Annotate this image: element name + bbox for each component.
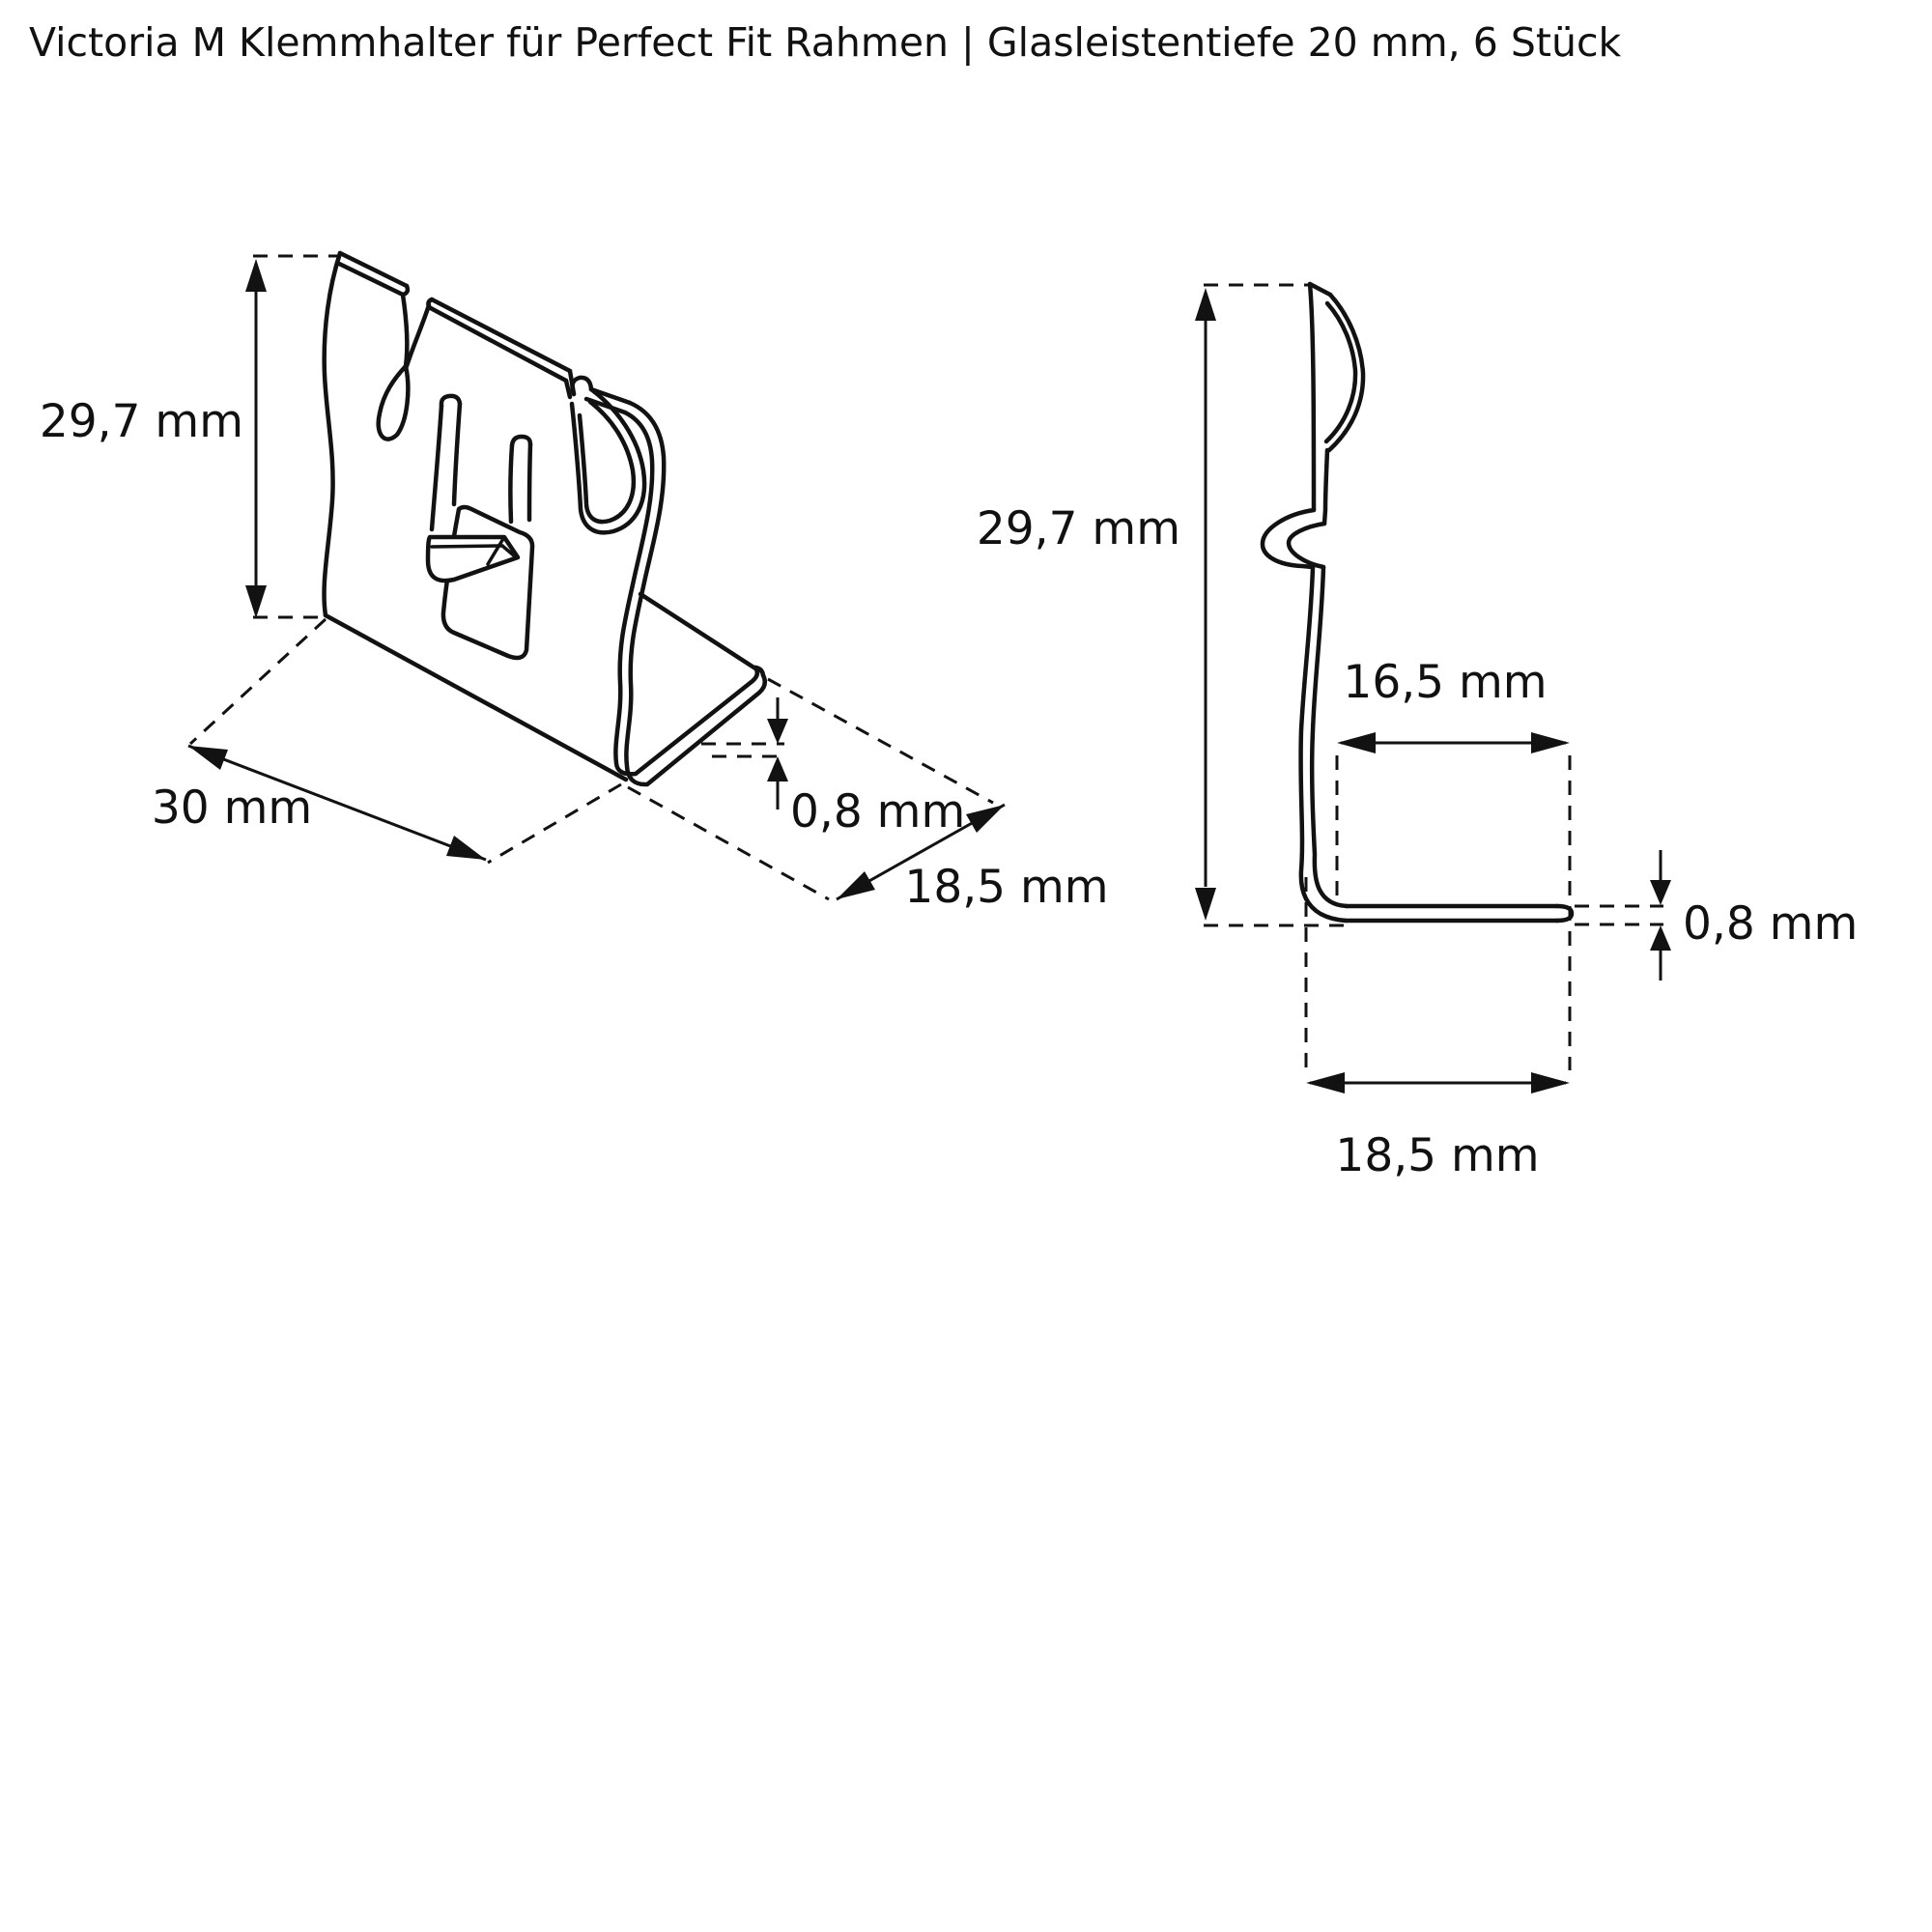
right-lobe: [572, 389, 644, 532]
teardrop-cutout: [379, 366, 409, 440]
isometric-view: [40, 253, 1109, 914]
base-back-edge: [640, 594, 755, 668]
right-slot-cutout: [510, 437, 530, 522]
top-depth-label-right: 16,5 mm: [1343, 656, 1548, 709]
height-label-left: 29,7 mm: [39, 395, 243, 448]
bent-band: [428, 537, 518, 581]
dimension-width-left: [152, 619, 621, 863]
dimension-thickness-right: [1575, 850, 1858, 980]
bottom-depth-label-right: 18,5 mm: [1335, 1129, 1540, 1182]
dimension-bottom-depth-right: [1306, 877, 1570, 1182]
thickness-label-right: 0,8 mm: [1683, 897, 1859, 951]
clamp-side-profile: [1263, 284, 1572, 921]
height-label-right: 29,7 mm: [976, 502, 1180, 555]
dimension-height-left: [40, 256, 340, 618]
dimension-height-right: [977, 285, 1352, 925]
side-view: [977, 284, 1858, 1182]
dimension-top-depth-right: [1337, 656, 1570, 1070]
page-title: Victoria M Klemmhalter für Perfect Fit Rahmen | Glasleistentiefe 20 mm, 6 Stück: [29, 19, 1622, 66]
clamp-isometric-body: [325, 253, 765, 784]
dimension-thickness-left: [701, 697, 965, 838]
thickness-label-left: 0,8 mm: [790, 785, 966, 838]
width-label-left: 30 mm: [151, 781, 313, 835]
left-slot-cutout: [432, 396, 460, 529]
window-cutout: [443, 507, 532, 658]
depth-label-left: 18,5 mm: [904, 861, 1109, 914]
